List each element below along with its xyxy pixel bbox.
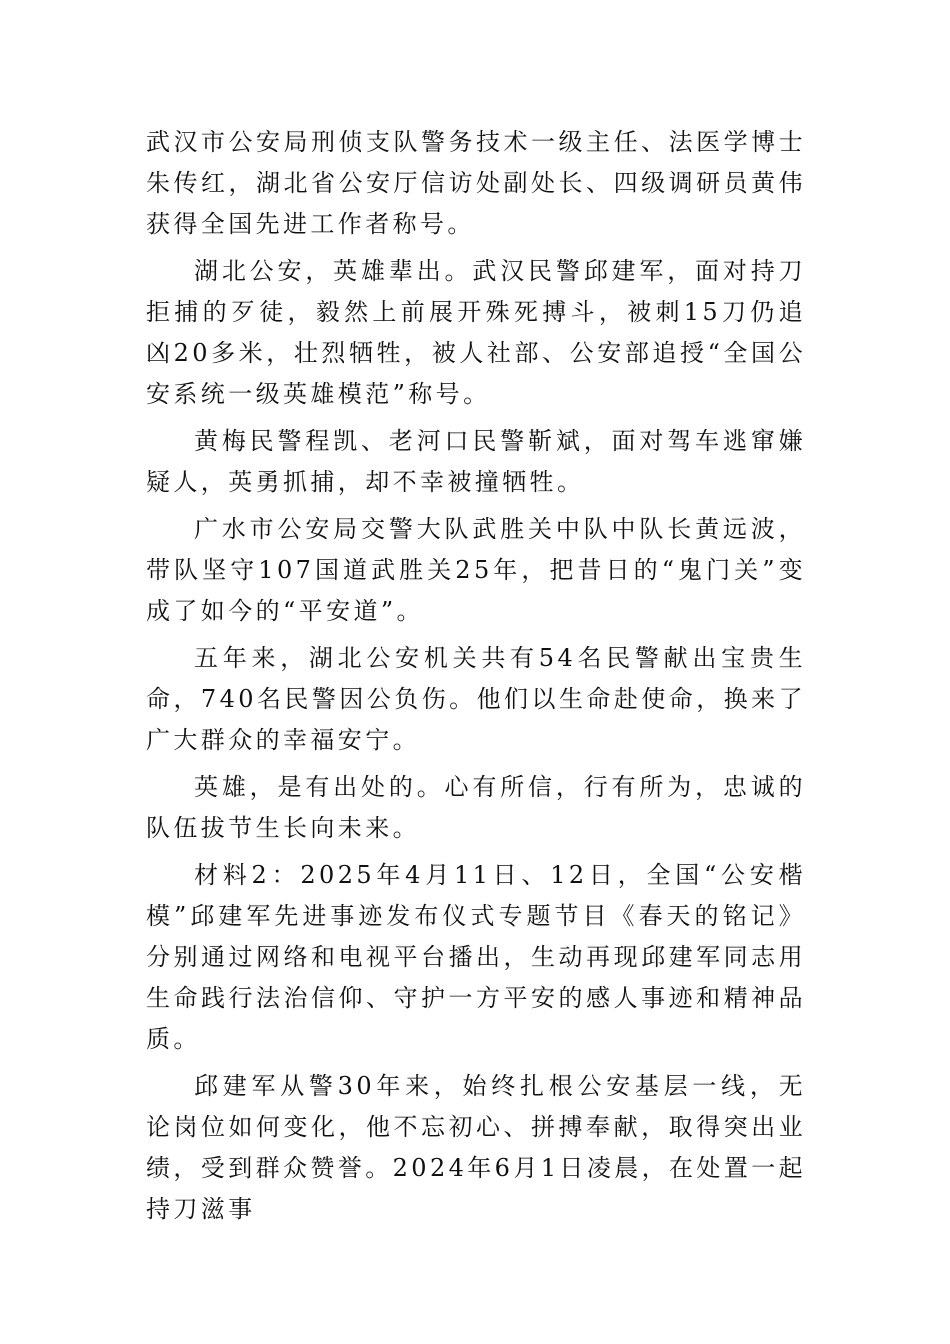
paragraph-guangshui: 广水市公安局交警大队武胜关中队中队长黄远波，带队坚守107国道武胜关25年，把昔日的“鬼门关”变成了如今的“平安道”。 [146,515,806,625]
document-body [146,122,806,1236]
paragraph-five-years: 五年来，湖北公安机关共有54名民警献出宝贵生命，740名民警因公负伤。他们以生命赴使命，换来了广大群众的幸福安宁。 [146,644,806,754]
paragraph-continued: 武汉市公安局刑侦支队警务技术一级主任、法医学博士朱传红，湖北省公安厅信访处副处长、四级调研员黄伟获得全国先进工作者称号。 [146,128,806,238]
paragraph-heroes-origin: 英雄，是有出处的。心有所信，行有所为，忠诚的队伍拔节生长向未来。 [146,773,806,842]
paragraph-heroes-intro: 湖北公安，英雄辈出。武汉民警邱建军，面对持刀拒捕的歹徒，毅然上前展开殊死搏斗，被刺15刀仍追凶20多米，壮烈牺牲，被人社部、公安部追授“全国公安系统一级英雄模范”称号。 [146,257,806,408]
paragraph-material-2: 材料2：2025年4月11日、12日，全国“公安楷模”邱建军先进事迹发布仪式专题节目《春天的铭记》分别通过网络和电视平台播出，生动再现邱建军同志用生命践行法治信仰、守护一方平安的感人事迹和精神品质。 [146,861,806,1053]
paragraph-huangmei-laohekou: 黄梅民警程凯、老河口民警靳斌，面对驾车逃窜嫌疑人，英勇抓捕，却不幸被撞牺牲。 [146,427,806,496]
paragraph-qiu-jianjun: 邱建军从警30年来，始终扎根公安基层一线，无论岗位如何变化，他不忘初心、拼搏奉献，取得突出业绩，受到群众赞誉。2024年6月1日凌晨，在处置一起持刀滋事 [146,1072,807,1223]
